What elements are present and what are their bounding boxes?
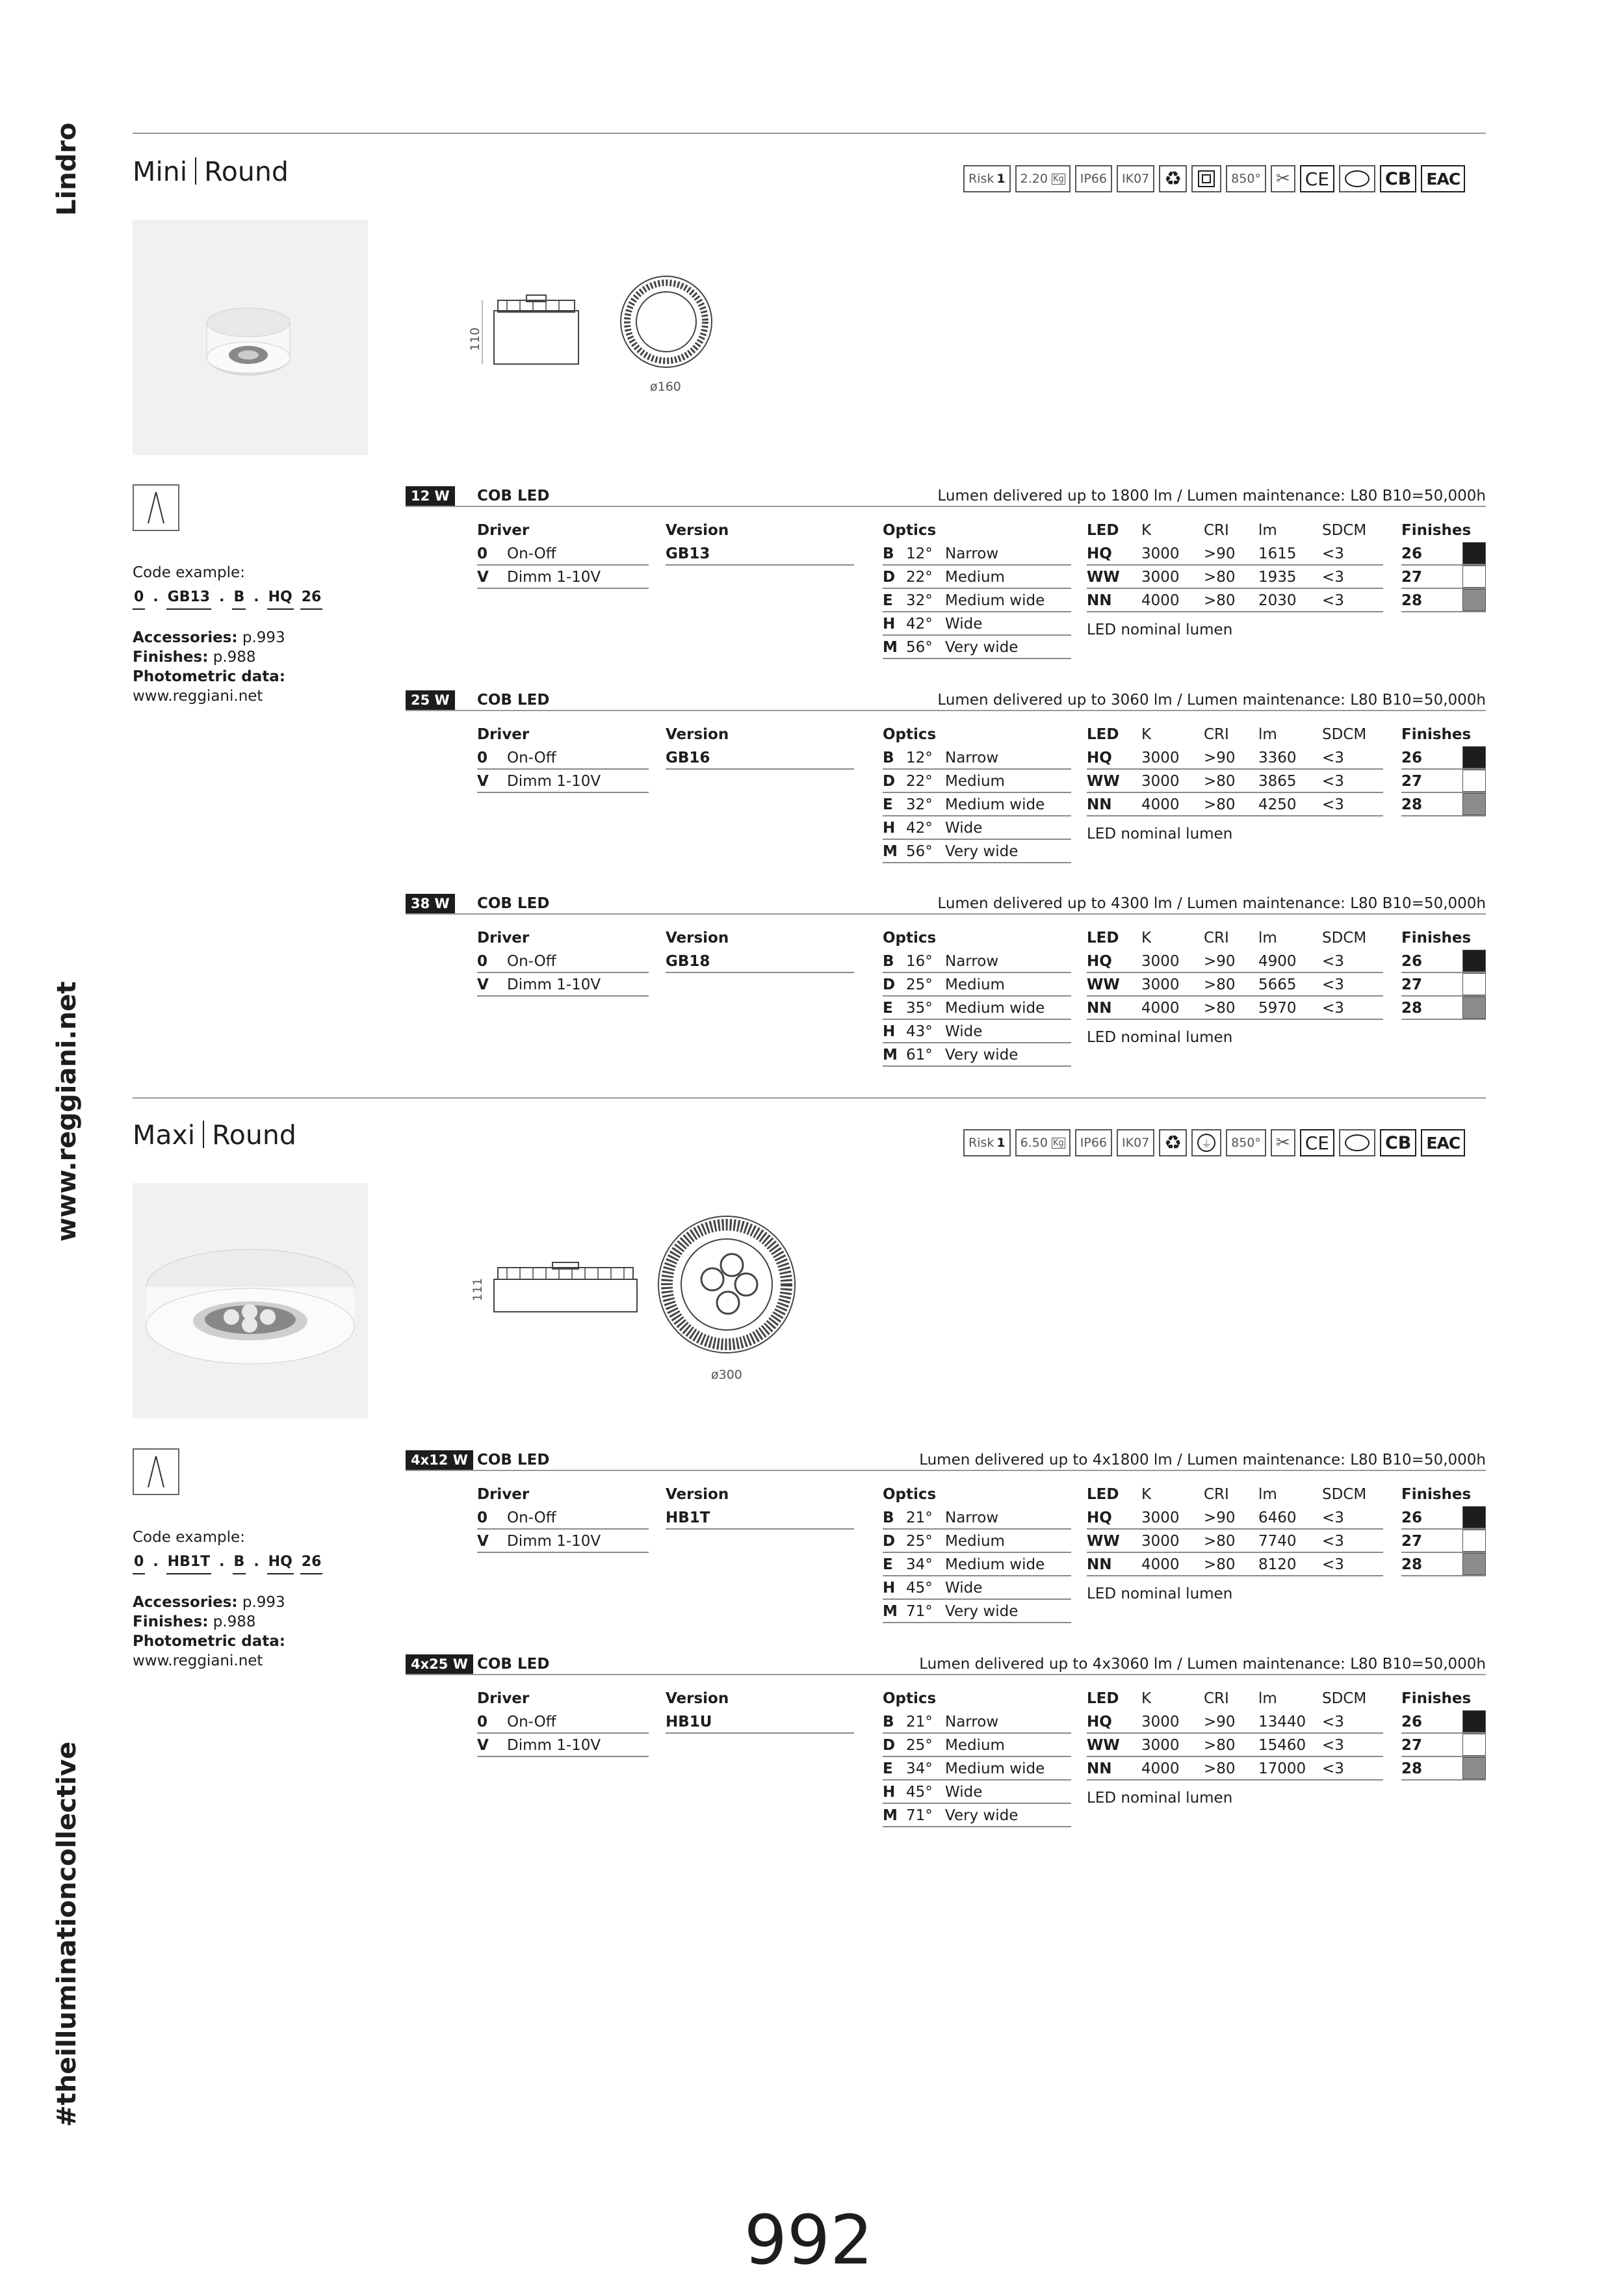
- recycle-icon: ♻: [1159, 165, 1187, 192]
- driver-row: V Dimm 1-10V: [477, 973, 649, 997]
- risk-badge: Risk 1: [963, 165, 1011, 192]
- temperature-badge: 850°: [1226, 165, 1266, 192]
- finishes-column: Finishes 26 27 28: [1401, 723, 1486, 816]
- led-column: LED K CRI lm SDCM HQ 3000 >90 6460 <3 WW 3000 >80 7740 <3 NN 4000 >80 8120 <3 LED nominal lumen: [1087, 1483, 1383, 1604]
- maxi-beam-icon: [133, 1448, 179, 1495]
- lumen-info: Lumen delivered up to 4300 lm / Lumen maintenance: L80 B10=50,000h: [937, 895, 1486, 912]
- driver-row: V Dimm 1-10V: [477, 770, 649, 793]
- finish-swatch: [1462, 1757, 1486, 1779]
- optics-row: B 12° Narrow: [883, 542, 1071, 566]
- finishes-column: Finishes 26 27 28: [1401, 519, 1486, 612]
- optics-row: H 42° Wide: [883, 816, 1071, 840]
- finish-row: 28: [1401, 1553, 1486, 1576]
- finish-row: 28: [1401, 589, 1486, 612]
- optics-column: Optics B 16° Narrow D 25° Medium E 35° Medium wide H 43° Wide M 61° Very wide: [883, 926, 1071, 1067]
- finish-swatch: [1462, 566, 1486, 588]
- led-row: HQ 3000 >90 4900 <3: [1087, 950, 1383, 973]
- optics-row: B 21° Narrow: [883, 1506, 1071, 1530]
- mini-product-photo: [133, 220, 368, 455]
- led-row: WW 3000 >80 3865 <3: [1087, 770, 1383, 793]
- optics-row: D 25° Medium: [883, 1530, 1071, 1553]
- optics-column: Optics B 21° Narrow D 25° Medium E 34° Medium wide H 45° Wide M 71° Very wide: [883, 1687, 1071, 1827]
- ip-badge: IP66: [1075, 165, 1112, 192]
- optics-row: E 34° Medium wide: [883, 1757, 1071, 1781]
- finish-row: 26: [1401, 746, 1486, 770]
- light-source: COB LED: [477, 488, 550, 504]
- mini-code-info: Code example: 0 . GB13 . B . HQ 26 Accessories: p.993 Finishes: p.988 Photometric data: www.reggiani.net: [133, 564, 322, 705]
- rcm-icon: [1339, 1129, 1375, 1156]
- mini-spec-block-2: [406, 690, 1486, 860]
- led-row: HQ 3000 >90 1615 <3: [1087, 542, 1383, 566]
- earth-icon: ⏚: [1191, 1129, 1221, 1156]
- led-note: LED nominal lumen: [1087, 1790, 1233, 1807]
- spec-header: [406, 1450, 1486, 1471]
- finish-swatch: [1462, 1553, 1486, 1575]
- mini-title: Mini Round: [133, 156, 289, 187]
- finish-swatch: [1462, 950, 1486, 972]
- finish-swatch: [1462, 589, 1486, 611]
- eac-mark: EAC: [1421, 1129, 1465, 1156]
- optics-row: M 56° Very wide: [883, 840, 1071, 863]
- version-row: HB1U: [666, 1710, 854, 1734]
- finish-swatch: [1462, 770, 1486, 792]
- mini-diameter-dim: ø160: [650, 380, 681, 394]
- wattage-badge: 38 W: [406, 894, 455, 913]
- led-row: NN 4000 >80 17000 <3: [1087, 1757, 1383, 1781]
- brand-label: Lindro: [52, 122, 82, 216]
- ip-badge: IP66: [1075, 1129, 1112, 1156]
- optics-row: E 32° Medium wide: [883, 589, 1071, 612]
- led-row: WW 3000 >80 7740 <3: [1087, 1530, 1383, 1553]
- version-row: GB13: [666, 542, 854, 566]
- lumen-info: Lumen delivered up to 4x3060 lm / Lumen maintenance: L80 B10=50,000h: [919, 1656, 1486, 1673]
- light-source: COB LED: [477, 1656, 550, 1673]
- optics-row: H 45° Wide: [883, 1576, 1071, 1600]
- version-column: Version GB13: [666, 519, 854, 566]
- maxi-top-drawing: [655, 1213, 798, 1356]
- finish-row: 26: [1401, 542, 1486, 566]
- no-insulation-icon: ✂: [1271, 165, 1295, 192]
- led-note: LED nominal lumen: [1087, 1029, 1233, 1046]
- lumen-info: Lumen delivered up to 4x1800 lm / Lumen maintenance: L80 B10=50,000h: [919, 1452, 1486, 1468]
- optics-row: E 34° Medium wide: [883, 1553, 1071, 1576]
- optics-column: Optics B 21° Narrow D 25° Medium E 34° Medium wide H 45° Wide M 71° Very wide: [883, 1483, 1071, 1623]
- finish-swatch: [1462, 1710, 1486, 1732]
- led-row: HQ 3000 >90 3360 <3: [1087, 746, 1383, 770]
- driver-column: Driver 0 On-Off V Dimm 1-10V: [477, 926, 649, 997]
- finish-swatch: [1462, 973, 1486, 995]
- optics-row: H 43° Wide: [883, 1020, 1071, 1043]
- driver-row: V Dimm 1-10V: [477, 566, 649, 589]
- maxi-code-example: 0 . HB1T . B . HQ 26: [133, 1552, 322, 1574]
- version-column: Version GB18: [666, 926, 854, 973]
- finish-row: 27: [1401, 1734, 1486, 1757]
- led-note: LED nominal lumen: [1087, 826, 1233, 842]
- optics-row: E 32° Medium wide: [883, 793, 1071, 816]
- optics-row: D 22° Medium: [883, 770, 1071, 793]
- led-row: WW 3000 >80 1935 <3: [1087, 566, 1383, 589]
- driver-row: 0 On-Off: [477, 542, 649, 566]
- optics-row: B 16° Narrow: [883, 950, 1071, 973]
- weight-badge: 2.20 Kg: [1015, 165, 1071, 192]
- finish-row: 27: [1401, 566, 1486, 589]
- spec-header: [406, 894, 1486, 915]
- led-note: LED nominal lumen: [1087, 1585, 1233, 1602]
- optics-row: H 42° Wide: [883, 612, 1071, 636]
- finish-row: 27: [1401, 973, 1486, 997]
- finish-row: 28: [1401, 793, 1486, 816]
- optics-row: B 12° Narrow: [883, 746, 1071, 770]
- mini-height-dim: 110: [468, 327, 482, 351]
- maxi-product-photo: [133, 1183, 368, 1418]
- lumen-info: Lumen delivered up to 3060 lm / Lumen maintenance: L80 B10=50,000h: [937, 692, 1486, 709]
- maxi-spec-block-2: [406, 1654, 1486, 1824]
- finishes-column: Finishes 26 27 28: [1401, 1483, 1486, 1576]
- finish-swatch: [1462, 1530, 1486, 1552]
- mini-cert-icons: [963, 165, 1465, 192]
- led-column: LED K CRI lm SDCM HQ 3000 >90 3360 <3 WW 3000 >80 3865 <3 NN 4000 >80 4250 <3 LED nominal lumen: [1087, 723, 1383, 844]
- finish-row: 26: [1401, 950, 1486, 973]
- optics-row: M 71° Very wide: [883, 1600, 1071, 1623]
- spec-header: [406, 1654, 1486, 1675]
- ce-mark: CE: [1300, 165, 1334, 192]
- finish-swatch: [1462, 542, 1486, 564]
- website-label: www.reggiani.net: [52, 981, 82, 1242]
- mid-rule: [133, 1097, 1486, 1099]
- class-ii-icon: [1191, 165, 1221, 192]
- led-row: HQ 3000 >90 13440 <3: [1087, 1710, 1383, 1734]
- maxi-diameter-dim: ø300: [711, 1368, 742, 1382]
- optics-row: M 71° Very wide: [883, 1804, 1071, 1827]
- driver-row: 0 On-Off: [477, 1710, 649, 1734]
- driver-column: Driver 0 On-Off V Dimm 1-10V: [477, 1687, 649, 1757]
- finish-row: 28: [1401, 997, 1486, 1020]
- led-row: WW 3000 >80 5665 <3: [1087, 973, 1383, 997]
- maxi-title: Maxi Round: [133, 1119, 296, 1151]
- spec-header: [406, 486, 1486, 507]
- maxi-spec-block-1: [406, 1450, 1486, 1620]
- wattage-badge: 4x12 W: [406, 1450, 473, 1470]
- weight-badge: 6.50 Kg: [1015, 1129, 1071, 1156]
- light-source: COB LED: [477, 895, 550, 912]
- version-column: Version GB16: [666, 723, 854, 770]
- led-row: NN 4000 >80 2030 <3: [1087, 589, 1383, 612]
- led-note: LED nominal lumen: [1087, 621, 1233, 638]
- cb-mark: CB: [1380, 165, 1416, 192]
- page-number: 992: [744, 2200, 874, 2280]
- top-rule: [133, 133, 1486, 134]
- led-row: NN 4000 >80 4250 <3: [1087, 793, 1383, 816]
- mini-side-drawing: [468, 286, 598, 384]
- driver-column: Driver 0 On-Off V Dimm 1-10V: [477, 723, 649, 793]
- spec-header: [406, 690, 1486, 711]
- led-row: NN 4000 >80 8120 <3: [1087, 1553, 1383, 1576]
- finish-swatch: [1462, 746, 1486, 768]
- version-column: Version HB1T: [666, 1483, 854, 1530]
- finish-row: 27: [1401, 1530, 1486, 1553]
- wattage-badge: 25 W: [406, 690, 455, 710]
- driver-row: 0 On-Off: [477, 1506, 649, 1530]
- optics-row: E 35° Medium wide: [883, 997, 1071, 1020]
- finish-row: 28: [1401, 1757, 1486, 1781]
- maxi-side-drawing: [468, 1248, 643, 1320]
- temperature-badge: 850°: [1226, 1129, 1266, 1156]
- optics-row: D 22° Medium: [883, 566, 1071, 589]
- optics-row: M 56° Very wide: [883, 636, 1071, 659]
- finish-row: 26: [1401, 1710, 1486, 1734]
- maxi-cert-icons: [963, 1129, 1465, 1156]
- led-column: LED K CRI lm SDCM HQ 3000 >90 4900 <3 WW 3000 >80 5665 <3 NN 4000 >80 5970 <3 LED nominal lumen: [1087, 926, 1383, 1047]
- driver-column: Driver 0 On-Off V Dimm 1-10V: [477, 1483, 649, 1553]
- optics-row: D 25° Medium: [883, 973, 1071, 997]
- version-row: GB16: [666, 746, 854, 770]
- eac-mark: EAC: [1421, 165, 1465, 192]
- cb-mark: CB: [1380, 1129, 1416, 1156]
- driver-row: 0 On-Off: [477, 746, 649, 770]
- version-row: HB1T: [666, 1506, 854, 1530]
- finish-swatch: [1462, 1506, 1486, 1528]
- maxi-height-dim: 111: [471, 1277, 485, 1301]
- recycle-icon: ♻: [1159, 1129, 1187, 1156]
- driver-row: V Dimm 1-10V: [477, 1530, 649, 1553]
- optics-row: H 45° Wide: [883, 1781, 1071, 1804]
- finishes-column: Finishes 26 27 28: [1401, 1687, 1486, 1781]
- mini-code-example: 0 . GB13 . B . HQ 26: [133, 588, 322, 610]
- finish-swatch: [1462, 1734, 1486, 1756]
- driver-row: 0 On-Off: [477, 950, 649, 973]
- optics-row: B 21° Narrow: [883, 1710, 1071, 1734]
- mini-top-drawing: [617, 273, 715, 371]
- finishes-column: Finishes 26 27 28: [1401, 926, 1486, 1020]
- led-row: NN 4000 >80 5970 <3: [1087, 997, 1383, 1020]
- finish-swatch: [1462, 997, 1486, 1019]
- ce-mark: CE: [1300, 1129, 1334, 1156]
- optics-column: Optics B 12° Narrow D 22° Medium E 32° Medium wide H 42° Wide M 56° Very wide: [883, 723, 1071, 863]
- led-column: LED K CRI lm SDCM HQ 3000 >90 13440 <3 WW 3000 >80 15460 <3 NN 4000 >80 17000 <3 LED nominal lumen: [1087, 1687, 1383, 1808]
- wattage-badge: 4x25 W: [406, 1654, 473, 1674]
- driver-column: Driver 0 On-Off V Dimm 1-10V: [477, 519, 649, 589]
- finish-swatch: [1462, 793, 1486, 815]
- hashtag-label: #theilluminationcollective: [52, 1742, 82, 2127]
- ik-badge: IK07: [1117, 165, 1154, 192]
- driver-row: V Dimm 1-10V: [477, 1734, 649, 1757]
- lumen-info: Lumen delivered up to 1800 lm / Lumen maintenance: L80 B10=50,000h: [937, 488, 1486, 504]
- finish-row: 27: [1401, 770, 1486, 793]
- risk-badge: Risk 1: [963, 1129, 1011, 1156]
- no-insulation-icon: ✂: [1271, 1129, 1295, 1156]
- optics-column: Optics B 12° Narrow D 22° Medium E 32° Medium wide H 42° Wide M 56° Very wide: [883, 519, 1071, 659]
- wattage-badge: 12 W: [406, 486, 455, 506]
- led-row: WW 3000 >80 15460 <3: [1087, 1734, 1383, 1757]
- finish-row: 26: [1401, 1506, 1486, 1530]
- rcm-icon: [1339, 165, 1375, 192]
- mini-spec-block-3: [406, 894, 1486, 1063]
- ik-badge: IK07: [1117, 1129, 1154, 1156]
- version-row: GB18: [666, 950, 854, 973]
- optics-row: M 61° Very wide: [883, 1043, 1071, 1067]
- maxi-code-info: Code example: 0 . HB1T . B . HQ 26 Accessories: p.993 Finishes: p.988 Photometric data: www.reggiani.net: [133, 1529, 322, 1669]
- mini-spec-block-1: [406, 486, 1486, 656]
- led-column: LED K CRI lm SDCM HQ 3000 >90 1615 <3 WW 3000 >80 1935 <3 NN 4000 >80 2030 <3 LED nominal lumen: [1087, 519, 1383, 640]
- led-row: HQ 3000 >90 6460 <3: [1087, 1506, 1383, 1530]
- mini-beam-icon: [133, 484, 179, 531]
- version-column: Version HB1U: [666, 1687, 854, 1734]
- light-source: COB LED: [477, 692, 550, 709]
- light-source: COB LED: [477, 1452, 550, 1468]
- optics-row: D 25° Medium: [883, 1734, 1071, 1757]
